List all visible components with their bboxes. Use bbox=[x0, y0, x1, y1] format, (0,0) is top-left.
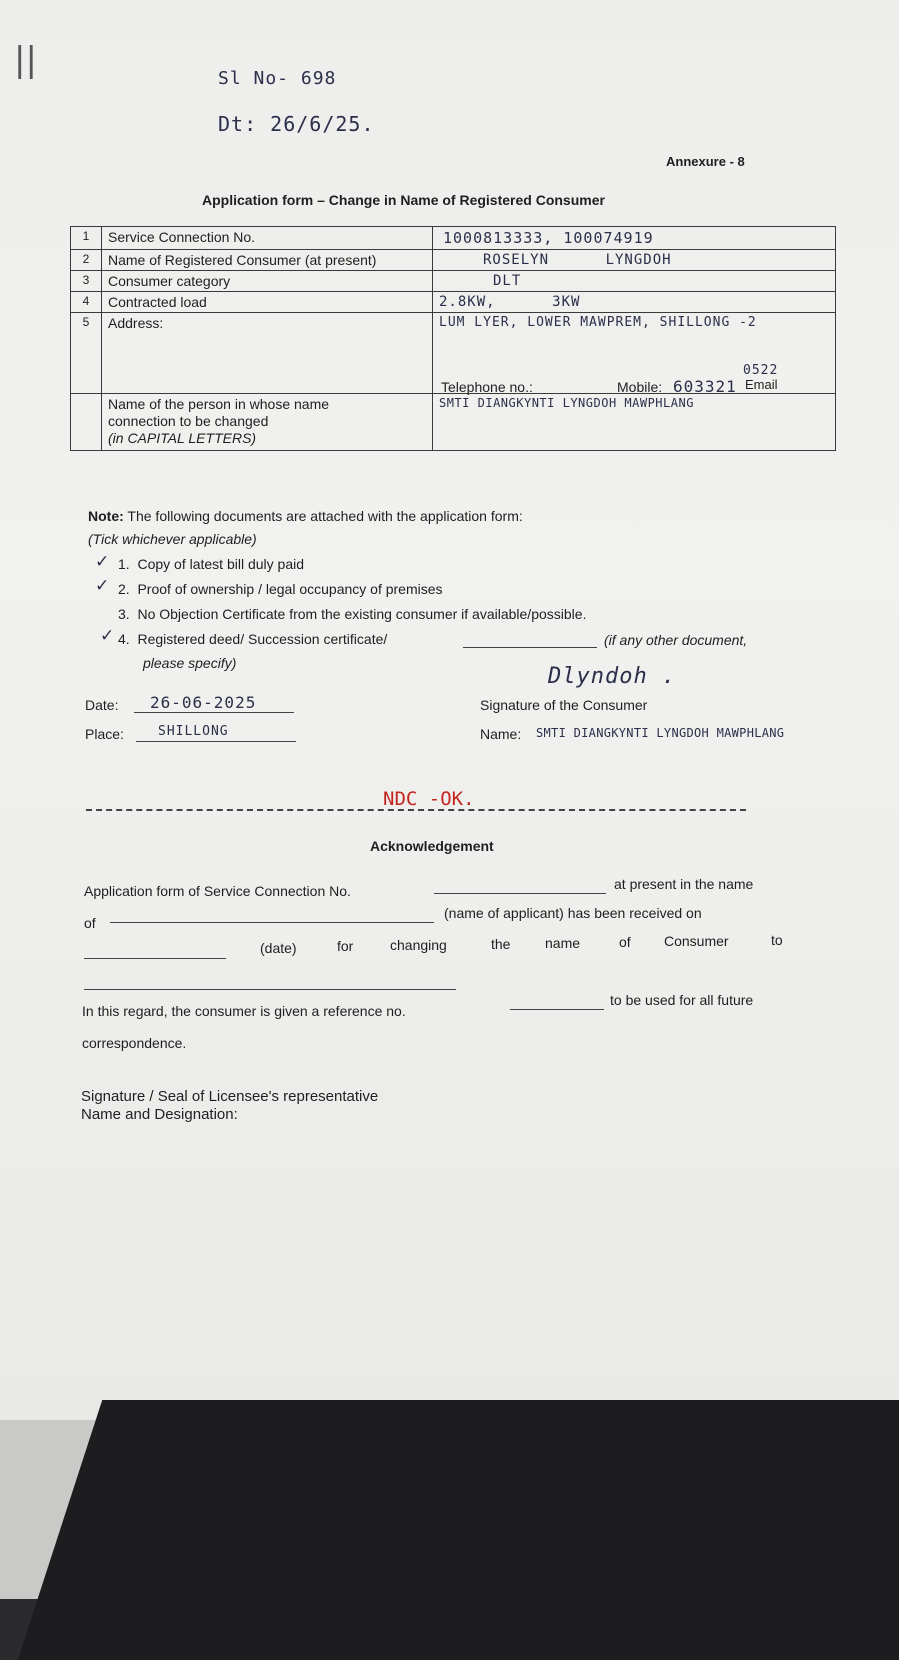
blank-line bbox=[136, 741, 296, 742]
row-number: 5 bbox=[71, 313, 102, 394]
new-name-label-line: Name of the person in whose name bbox=[108, 396, 330, 412]
row-label: Contracted load bbox=[102, 292, 433, 313]
blank-line bbox=[463, 647, 597, 648]
dashed-separator bbox=[86, 809, 746, 811]
note-text: The following documents are attached with the application form: bbox=[127, 508, 523, 524]
row-number: 3 bbox=[71, 271, 102, 292]
registered-consumer-value: ROSELYN LYNGDOH bbox=[433, 250, 836, 271]
item-text: Copy of latest bill duly paid bbox=[137, 556, 305, 572]
ack-word: for bbox=[337, 938, 354, 954]
place-value: SHILLONG bbox=[158, 724, 229, 739]
ack-word: Consumer bbox=[664, 933, 729, 949]
row-number: 1 bbox=[71, 227, 102, 250]
blank-line bbox=[84, 989, 456, 990]
form-title: Application form – Change in Name of Registered Consumer bbox=[202, 192, 605, 208]
blank-line bbox=[434, 893, 606, 894]
blank-line bbox=[110, 922, 434, 923]
item4-suffix: (if any other document, bbox=[604, 632, 748, 648]
note-tick: (Tick whichever applicable) bbox=[88, 531, 257, 547]
contracted-load-value: 2.8KW, 3KW bbox=[433, 292, 836, 313]
tick-icon: ✓ bbox=[95, 576, 110, 596]
signature-scribble: Dlyndoh . bbox=[548, 664, 677, 689]
date-label: Date: bbox=[85, 697, 119, 713]
dark-surface bbox=[18, 1400, 899, 1660]
mobile-extra: 0522 bbox=[743, 363, 779, 378]
table-row bbox=[71, 227, 836, 250]
item-number: 2. bbox=[118, 581, 130, 597]
blank-line bbox=[134, 712, 294, 713]
item-text: Registered deed/ Succession certificate/ bbox=[137, 631, 388, 647]
table-row bbox=[71, 271, 836, 292]
ack-line2b: (name of applicant) has been received on bbox=[444, 905, 702, 921]
ack-word: (date) bbox=[260, 940, 297, 956]
ack-line5: correspondence. bbox=[82, 1035, 187, 1051]
date-value: 26-06-2025 bbox=[150, 693, 257, 712]
item-number: 1. bbox=[118, 556, 130, 572]
blank-line bbox=[510, 1009, 604, 1010]
serial-number: Sl No- 698 bbox=[218, 68, 337, 89]
table-row bbox=[71, 292, 836, 313]
note-item bbox=[118, 631, 387, 647]
address-cell bbox=[433, 313, 836, 394]
note-item bbox=[118, 556, 304, 572]
item-number: 4. bbox=[118, 631, 130, 647]
new-name-label-line: (in CAPITAL LETTERS) bbox=[108, 430, 257, 446]
tick-icon: ✓ bbox=[100, 626, 115, 646]
note-line bbox=[88, 508, 523, 524]
ack-word: to bbox=[771, 932, 783, 948]
ack-line1a: Application form of Service Connection No. bbox=[84, 883, 351, 899]
details-table bbox=[70, 226, 836, 451]
row-label: Consumer category bbox=[102, 271, 433, 292]
signer-name-value: SMTI DIANGKYNTI LYNGDOH MAWPHLANG bbox=[536, 726, 785, 740]
table-row bbox=[71, 250, 836, 271]
mobile-label: Mobile: bbox=[617, 379, 663, 395]
item-text: Proof of ownership / legal occupancy of premises bbox=[137, 581, 443, 597]
row-label: Service Connection No. bbox=[102, 227, 433, 250]
consumer-category-value: DLT bbox=[433, 271, 836, 292]
tick-icon: ✓ bbox=[95, 552, 110, 572]
blank-line bbox=[84, 958, 226, 959]
ack-line4b: to be used for all future bbox=[610, 992, 754, 1008]
name-designation: Name and Designation: bbox=[81, 1106, 238, 1123]
ack-word: name bbox=[545, 935, 581, 951]
email-label: Email bbox=[745, 377, 778, 392]
row-number-empty bbox=[71, 394, 102, 451]
ack-line1b: at present in the name bbox=[614, 876, 754, 892]
row-number: 4 bbox=[71, 292, 102, 313]
item-number: 3. bbox=[118, 606, 130, 622]
row-label: Name of Registered Consumer (at present) bbox=[102, 250, 433, 271]
ack-word: the bbox=[491, 936, 511, 952]
note-item bbox=[118, 581, 443, 597]
new-name-value: SMTI DIANGKYNTI LYNGDOH MAWPHLANG bbox=[433, 394, 836, 451]
ack-word: of bbox=[619, 934, 631, 950]
address-value: LUM LYER, LOWER MAWPREM, SHILLONG -2 bbox=[439, 315, 757, 330]
ack-title: Acknowledgement bbox=[370, 838, 494, 854]
new-name-label-line: connection to be changed bbox=[108, 413, 269, 429]
place-label: Place: bbox=[85, 726, 124, 742]
ack-word: changing bbox=[390, 937, 447, 953]
table-row bbox=[71, 313, 836, 394]
note-item bbox=[118, 606, 586, 622]
mobile-value: 603321 bbox=[673, 377, 737, 396]
dated: Dt: 26/6/25. bbox=[218, 112, 375, 136]
table-row bbox=[71, 394, 836, 451]
service-connection-value: 1000813333, 100074919 bbox=[433, 227, 836, 250]
telephone-label: Telephone no.: bbox=[441, 379, 533, 395]
ack-line4a: In this regard, the consumer is given a reference no. bbox=[82, 1003, 406, 1019]
row-label: Address: bbox=[102, 313, 433, 394]
item4-suffix-2: please specify) bbox=[143, 655, 237, 671]
ndc-note: NDC -OK. bbox=[383, 788, 475, 810]
licensee-signature: Signature / Seal of Licensee's representative bbox=[81, 1088, 379, 1105]
item-text: No Objection Certificate from the existing consumer if available/possible. bbox=[137, 606, 587, 622]
row-number: 2 bbox=[71, 250, 102, 271]
new-name-label bbox=[102, 394, 433, 451]
annexure-label: Annexure - 8 bbox=[666, 154, 745, 169]
name-label: Name: bbox=[480, 726, 522, 742]
ack-line2a: of bbox=[84, 915, 96, 931]
signature-label: Signature of the Consumer bbox=[480, 697, 648, 713]
note-title: Note: bbox=[88, 508, 124, 524]
margin-mark: || bbox=[14, 40, 37, 80]
